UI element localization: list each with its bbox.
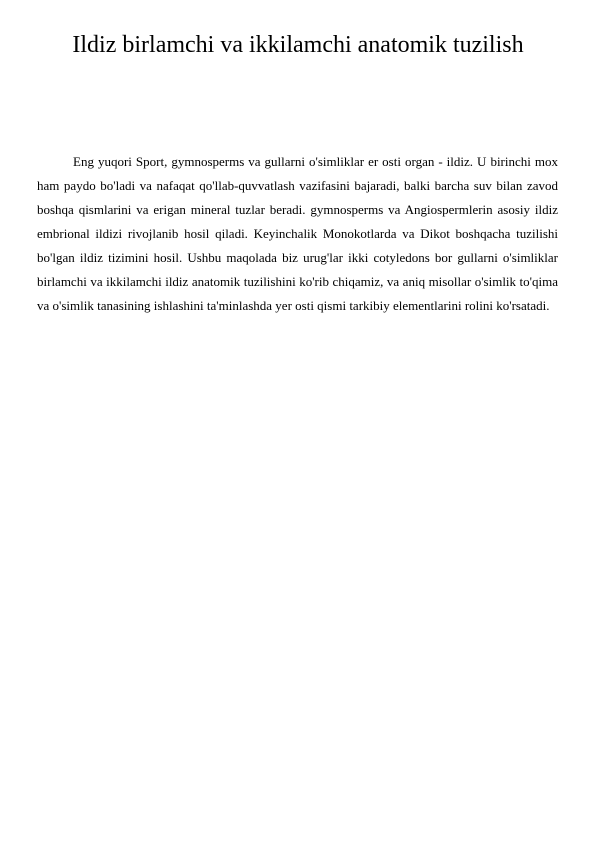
page-title: Ildiz birlamchi va ikkilamchi anatomik tuzilish [72, 32, 524, 58]
body-paragraph: Eng yuqori Sport, gymnosperms va gullarni o'simliklar er osti organ - ildiz. U birinchi mox ham paydo bo'ladi va nafaqat qo'llab-quvvatlash vazifasini bajaradi, balki barcha suv bilan zavod boshqa qismlarini va erigan mineral tuzlar beradi. gymnosperms va Angiospermlerin asosiy ildiz embrional ildizi rivojlanib hosil qiladi. Keyinchalik Monokotlarda va Dikot boshqacha tuzilishi bo'lgan ildiz tizimini hosil. Ushbu maqolada biz urug'lar ikki cotyledons bor gullarni o'simliklar birlamchi va ikkilamchi ildiz anatomik tuzilishini ko'rib chiqamiz, va aniq misollar o'simlik to'qima va o'simlik tanasining ishlashini ta'minlashda yer osti qismi tarkibiy elementlarini rolini ko'rsatadi. [37, 154, 558, 313]
